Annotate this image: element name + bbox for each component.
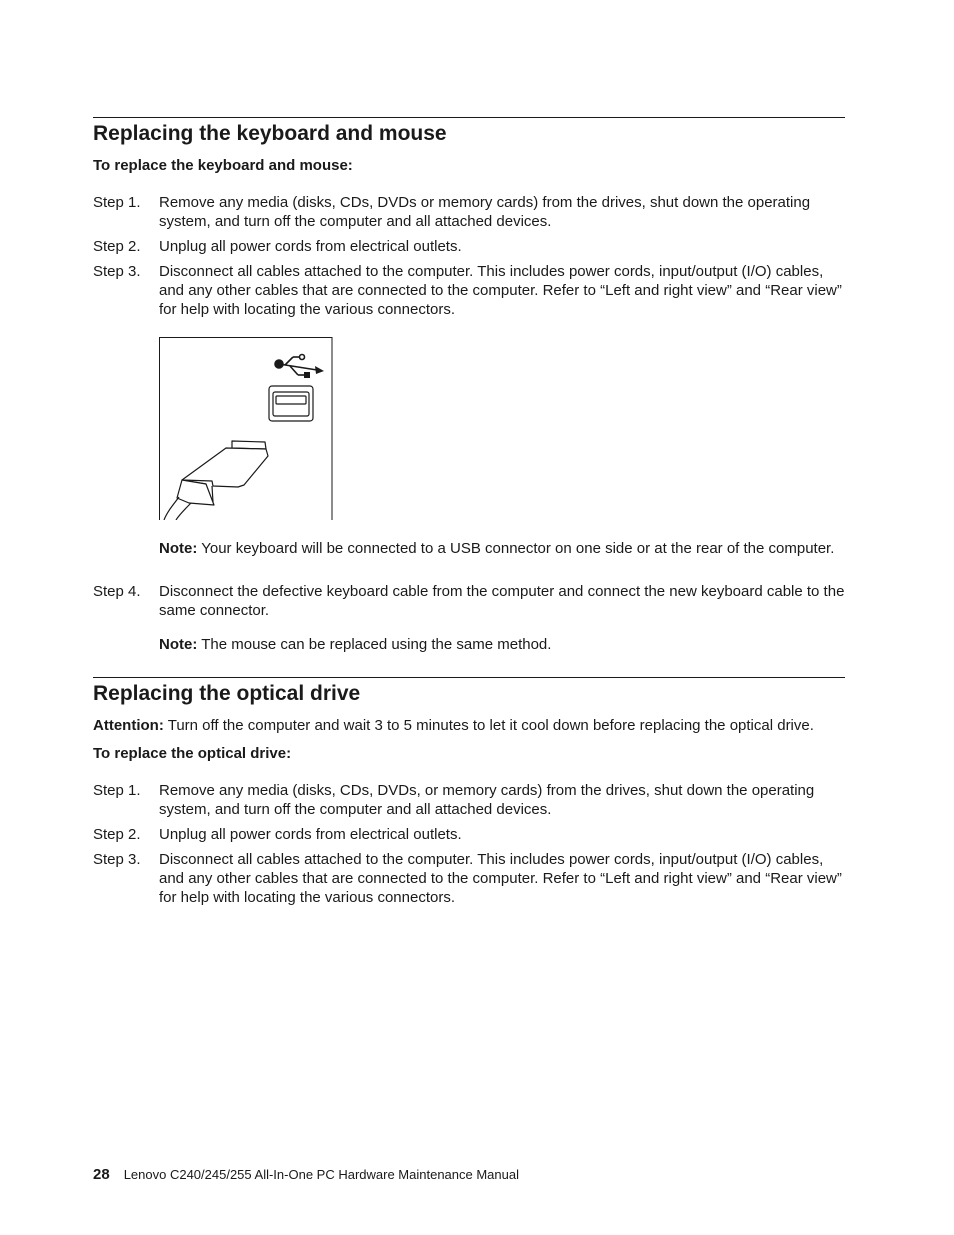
page-footer	[93, 1166, 519, 1184]
attention-label: Attention:	[93, 717, 164, 734]
step-text: Unplug all power cords from electrical outlets.	[159, 238, 462, 255]
step-number: Step 2.	[93, 238, 141, 255]
step-text: Disconnect all cables attached to the computer. This includes power cords, input/output (I/O) cables, and any other cables that are connected to the computer. Refer to “Left and right view” and “Rear view” for help with locating the various connectors.	[159, 851, 842, 906]
usb-connector-figure	[159, 337, 333, 520]
procedure-heading: To replace the keyboard and mouse:	[93, 157, 353, 174]
note-text: The mouse can be replaced using the same method.	[197, 636, 552, 653]
section-title-keyboard-mouse: Replacing the keyboard and mouse	[93, 122, 447, 145]
step-number: Step 3.	[93, 851, 141, 868]
note-label: Note:	[159, 540, 198, 557]
page-number: 28	[93, 1166, 110, 1183]
step-number: Step 1.	[93, 782, 141, 799]
footer-doc-title: Lenovo C240/245/255 All-In-One PC Hardware Maintenance Manual	[123, 1167, 519, 1182]
attention-notice	[93, 716, 853, 735]
step-text: Disconnect the defective keyboard cable from the computer and connect the new keyboard cable to the same connector.	[159, 583, 845, 619]
step-text: Unplug all power cords from electrical outlets.	[159, 826, 462, 843]
step-text: Remove any media (disks, CDs, DVDs, or memory cards) from the drives, shut down the operating system, and turn off the computer and all attached devices.	[159, 782, 815, 818]
step-number: Step 4.	[93, 583, 141, 600]
section-divider	[93, 117, 845, 118]
note-usb-connector	[159, 539, 845, 558]
procedure-heading: To replace the optical drive:	[93, 745, 292, 762]
note-text: Your keyboard will be connected to a USB connector on one side or at the rear of the computer.	[197, 540, 835, 557]
usb-symbol-icon	[275, 355, 324, 379]
usb-plug-icon	[164, 441, 268, 520]
section-divider	[93, 677, 845, 678]
step-number: Step 3.	[93, 263, 141, 280]
usb-port-icon	[269, 386, 313, 421]
step-number: Step 1.	[93, 194, 141, 211]
section-title-optical-drive: Replacing the optical drive	[93, 682, 361, 705]
note-label: Note:	[159, 636, 198, 653]
step-text: Disconnect all cables attached to the computer. This includes power cords, input/output (I/O) cables, and any other cables that are connected to the computer. Refer to “Left and right view” and “Rear view” for help with locating the various connectors.	[159, 263, 842, 318]
attention-text: Turn off the computer and wait 3 to 5 minutes to let it cool down before replacing the optical drive.	[163, 717, 814, 734]
note-mouse	[159, 635, 845, 654]
step-number: Step 2.	[93, 826, 141, 843]
step-text: Remove any media (disks, CDs, DVDs or memory cards) from the drives, shut down the operating system, and turn off the computer and all attached devices.	[159, 194, 811, 230]
